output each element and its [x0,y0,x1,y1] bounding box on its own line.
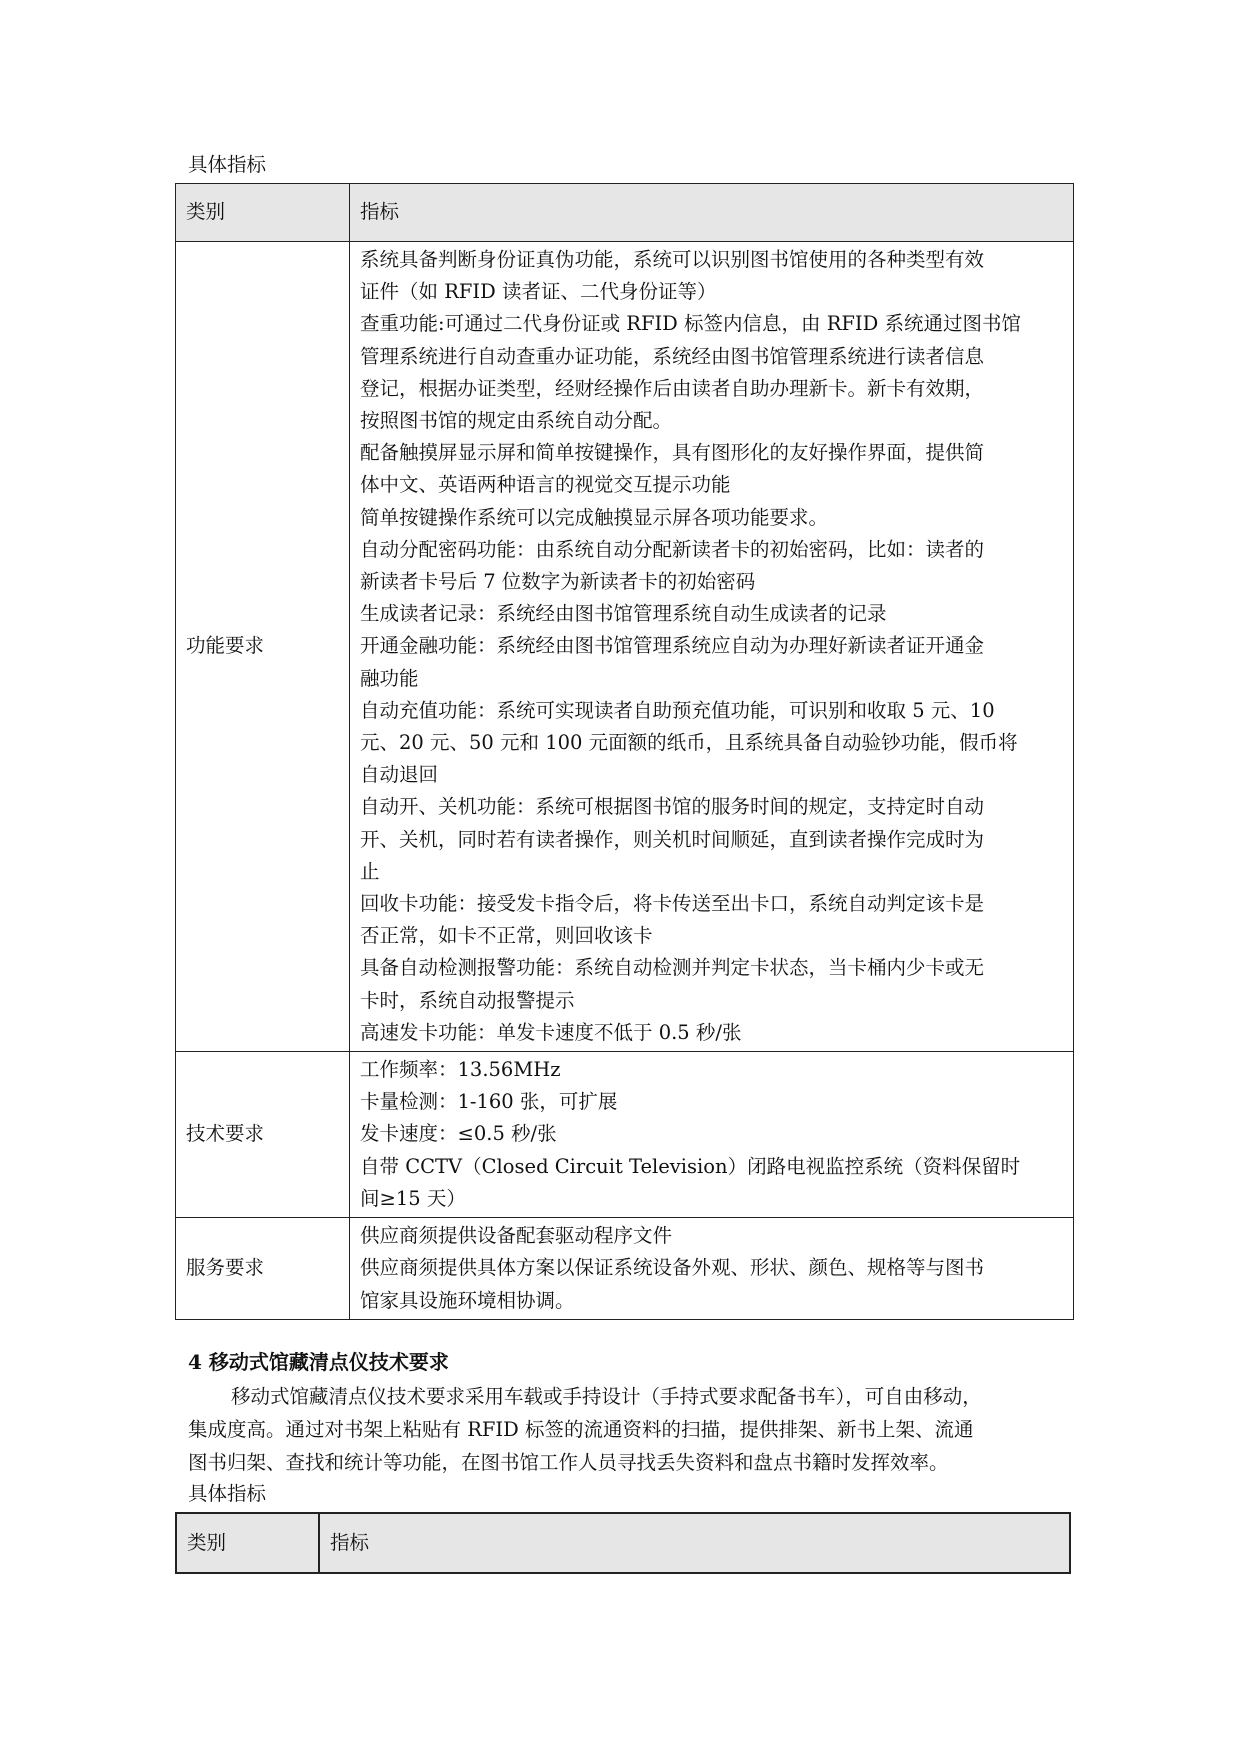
indicator-line: 新读者卡号后 7 位数字为新读者卡的初始密码 [360,570,756,594]
indicator-line: 元、20 元、50 元和 100 元面额的纸币，且系统具备自动验钞功能，假币将 [360,731,1018,755]
indicator-line: 发卡速度：≤0.5 秒/张 [360,1122,557,1146]
indicator-line: 按照图书馆的规定由系统自动分配。 [360,409,673,433]
indicator-line: 回收卡功能：接受发卡指令后，将卡传送至出卡口，系统自动判定该卡是 [360,892,985,916]
indicator-line: 简单按键操作系统可以完成触摸显示屏各项功能要求。 [360,505,829,529]
indicator-line: 具备自动检测报警功能：系统自动检测并判定卡状态，当卡桶内少卡或无 [360,956,985,980]
indicator-line: 开、关机，同时若有读者操作，则关机时间顺延，直到读者操作完成时为 [360,827,985,851]
table-header-row [176,1513,1070,1573]
paragraph-line: 集成度高。通过对书架上粘贴有 RFID 标签的流通资料的扫描，提供排架、新书上架、流通 [188,1418,974,1441]
indicator-line: 自动开、关机功能：系统可根据图书馆的服务时间的规定，支持定时自动 [360,795,985,819]
row-indicators-technical [350,1052,1074,1218]
section-paragraph [188,1380,1058,1479]
row-category-service: 服务要求 [176,1218,350,1320]
header-indicator: 指标 [350,184,1074,242]
header-category: 类别 [176,184,350,242]
table2-caption: 具体指标 [188,1482,267,1505]
indicator-line: 配备触摸屏显示屏和简单按键操作，具有图形化的友好操作界面，提供简 [360,441,985,465]
indicator-line: 馆家具设施环境相协调。 [360,1288,575,1312]
section-heading: 4 移动式馆藏清点仪技术要求 [188,1350,449,1374]
indicator-line: 融功能 [360,666,419,690]
indicator-line: 高速发卡功能：单发卡速度不低于 0.5 秒/张 [360,1020,742,1044]
indicator-line: 登记，根据办证类型，经财经操作后由读者自助办理新卡。新卡有效期， [360,376,985,400]
indicator-line: 自带 CCTV（Closed Circuit Television）闭路电视监控系统（资料保留时 [360,1154,1021,1178]
indicator-line: 间≥15 天） [360,1186,466,1210]
row-indicators-function [350,242,1074,1052]
indicator-line: 止 [360,859,380,883]
table-row [176,1052,1074,1218]
indicator-line: 生成读者记录：系统经由图书馆管理系统自动生成读者的记录 [360,602,887,626]
indicator-line: 卡时，系统自动报警提示 [360,988,575,1012]
table1-caption: 具体指标 [188,153,267,176]
indicator-line: 自动退回 [360,763,439,787]
indicator-line: 否正常，如卡不正常，则回收该卡 [360,924,653,948]
spec-table-2 [175,1512,1071,1574]
row-indicators-service [350,1218,1074,1320]
indicator-line: 证件（如 RFID 读者证、二代身份证等） [360,280,717,304]
indicator-line: 自动分配密码功能：由系统自动分配新读者卡的初始密码，比如：读者的 [360,537,985,561]
paragraph-line: 图书归架、查找和统计等功能，在图书馆工作人员寻找丢失资料和盘点书籍时发挥效率。 [188,1451,949,1474]
table-row [176,242,1074,1052]
indicator-line: 体中文、英语两种语言的视觉交互提示功能 [360,473,731,497]
row-category-technical: 技术要求 [176,1052,350,1218]
header-indicator: 指标 [319,1513,1070,1573]
table-header-row [176,184,1074,242]
indicator-line: 工作频率：13.56MHz [360,1058,561,1082]
indicator-line: 管理系统进行自动查重办证功能，系统经由图书馆管理系统进行读者信息 [360,344,985,368]
paragraph-line: 移动式馆藏清点仪技术要求采用车载或手持设计（手持式要求配备书车），可自由移动， [231,1385,982,1408]
spec-table-1 [175,183,1074,1320]
table-row [176,1218,1074,1320]
indicator-line: 自动充值功能：系统可实现读者自助预充值功能，可识别和收取 5 元、10 [360,698,995,722]
indicator-line: 查重功能:可通过二代身份证或 RFID 标签内信息，由 RFID 系统通过图书馆 [360,312,1021,336]
header-category: 类别 [176,1513,319,1573]
row-category-function: 功能要求 [176,242,350,1052]
indicator-line: 供应商须提供设备配套驱动程序文件 [360,1224,673,1248]
indicator-line: 开通金融功能：系统经由图书馆管理系统应自动为办理好新读者证开通金 [360,634,985,658]
indicator-line: 供应商须提供具体方案以保证系统设备外观、形状、颜色、规格等与图书 [360,1256,985,1280]
indicator-line: 卡量检测：1-160 张，可扩展 [360,1090,618,1114]
indicator-line: 系统具备判断身份证真伪功能，系统可以识别图书馆使用的各种类型有效 [360,248,985,271]
